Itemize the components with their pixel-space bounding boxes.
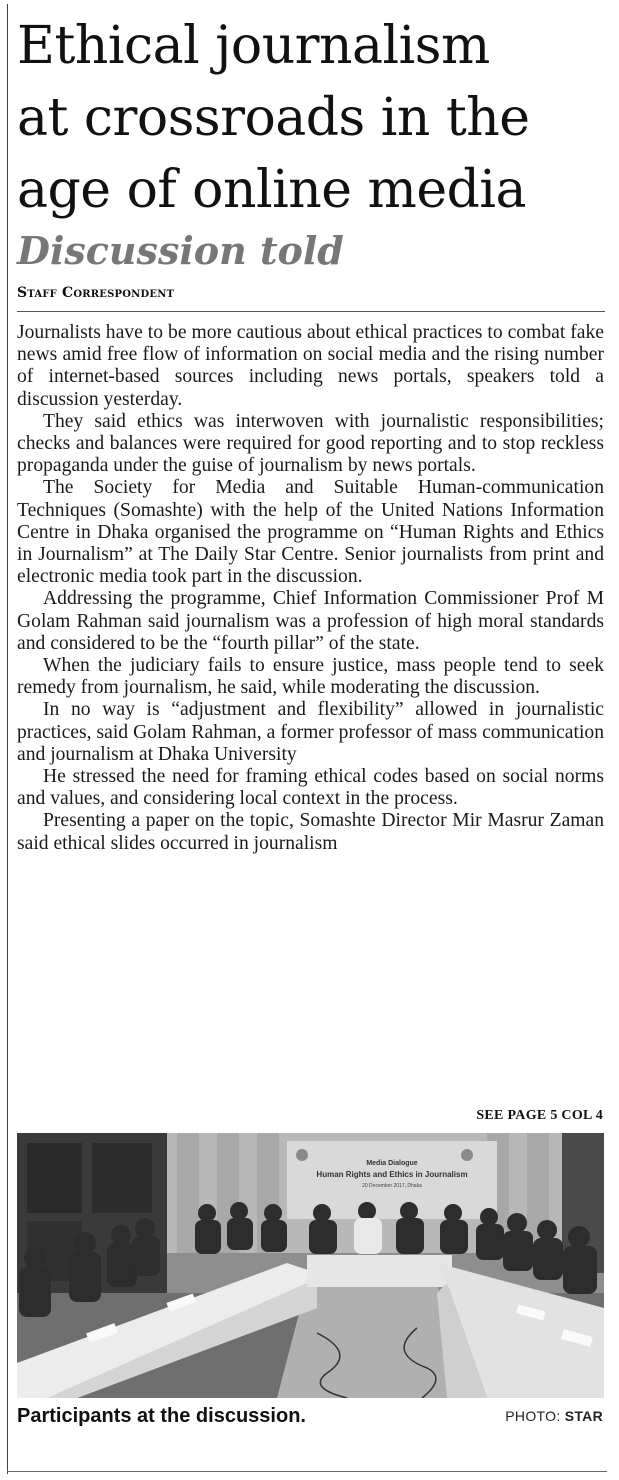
- headline-line-2: at crossroads in the: [17, 88, 530, 148]
- paragraph: He stressed the need for framing ethical codes based on social norms and values, and considering local context in the process.: [17, 766, 604, 810]
- headline: [17, 10, 613, 226]
- headline-line-1: Ethical journalism: [17, 16, 490, 76]
- paragraph: When the judiciary fails to ensure justice, mass people tend to seek remedy from journalism, he said, while moderating the discussion.: [17, 655, 604, 699]
- un-logo-icon: [296, 1149, 308, 1161]
- photo-credit-source: STAR: [564, 1408, 603, 1424]
- somashte-logo-icon: [461, 1149, 473, 1161]
- byline: Staff Correspondent: [17, 285, 175, 301]
- headline-line-3: age of online media: [17, 160, 527, 220]
- paragraph: They said ethics was interwoven with journalistic responsibilities; checks and balances were required for good reporting and to stop reckless propaganda under the guise of journalism by news portals.: [17, 410, 604, 477]
- photo-credit-label: PHOTO:: [505, 1408, 561, 1424]
- paragraph: In no way is “adjustment and flexibility” allowed in journalistic practices, said Golam Rahman, a former professor of mass communication and journalism at Dhaka University: [17, 699, 604, 765]
- banner-line-3: 20 December 2017, Dhaka: [362, 1183, 422, 1189]
- banner-line-2: Human Rights and Ethics in Journalism: [316, 1170, 468, 1179]
- column-rule-bottom: [7, 1471, 607, 1472]
- news-photo: [17, 1133, 604, 1398]
- paragraph: Presenting a paper on the topic, Somashte Director Mir Masrur Zaman said ethical slides occurred in journalism: [17, 810, 604, 854]
- banner-line-1: Media Dialogue: [366, 1160, 418, 1167]
- byline-divider: [17, 311, 605, 312]
- photo-credit: [505, 1408, 603, 1424]
- subhead: Discussion told: [17, 228, 344, 273]
- photo-caption: Participants at the discussion.: [17, 1405, 306, 1427]
- photo-illustration: [17, 1133, 604, 1398]
- paragraph: Journalists have to be more cautious about ethical practices to combat fake news amid free flow of information on social media and the rising number of internet-based sources including news portals, speakers told a discussion yesterday.: [17, 322, 604, 410]
- paragraph: Addressing the programme, Chief Information Commissioner Prof M Golam Rahman said journalism was a profession of high moral standards and considered to be the “fourth pillar” of the state.: [17, 588, 604, 654]
- article-body: [17, 322, 604, 855]
- column-rule-left: [7, 4, 8, 1474]
- paragraph: The Society for Media and Suitable Human-communication Techniques (Somashte) with the help of the United Nations Information Centre in Dhaka organised the programme on “Human Rights and Ethics in Journalism” at The Daily Star Centre. Senior journalists from print and electronic media took part in the discussion.: [17, 477, 604, 588]
- continuation-note: SEE PAGE 5 COL 4: [476, 1108, 603, 1123]
